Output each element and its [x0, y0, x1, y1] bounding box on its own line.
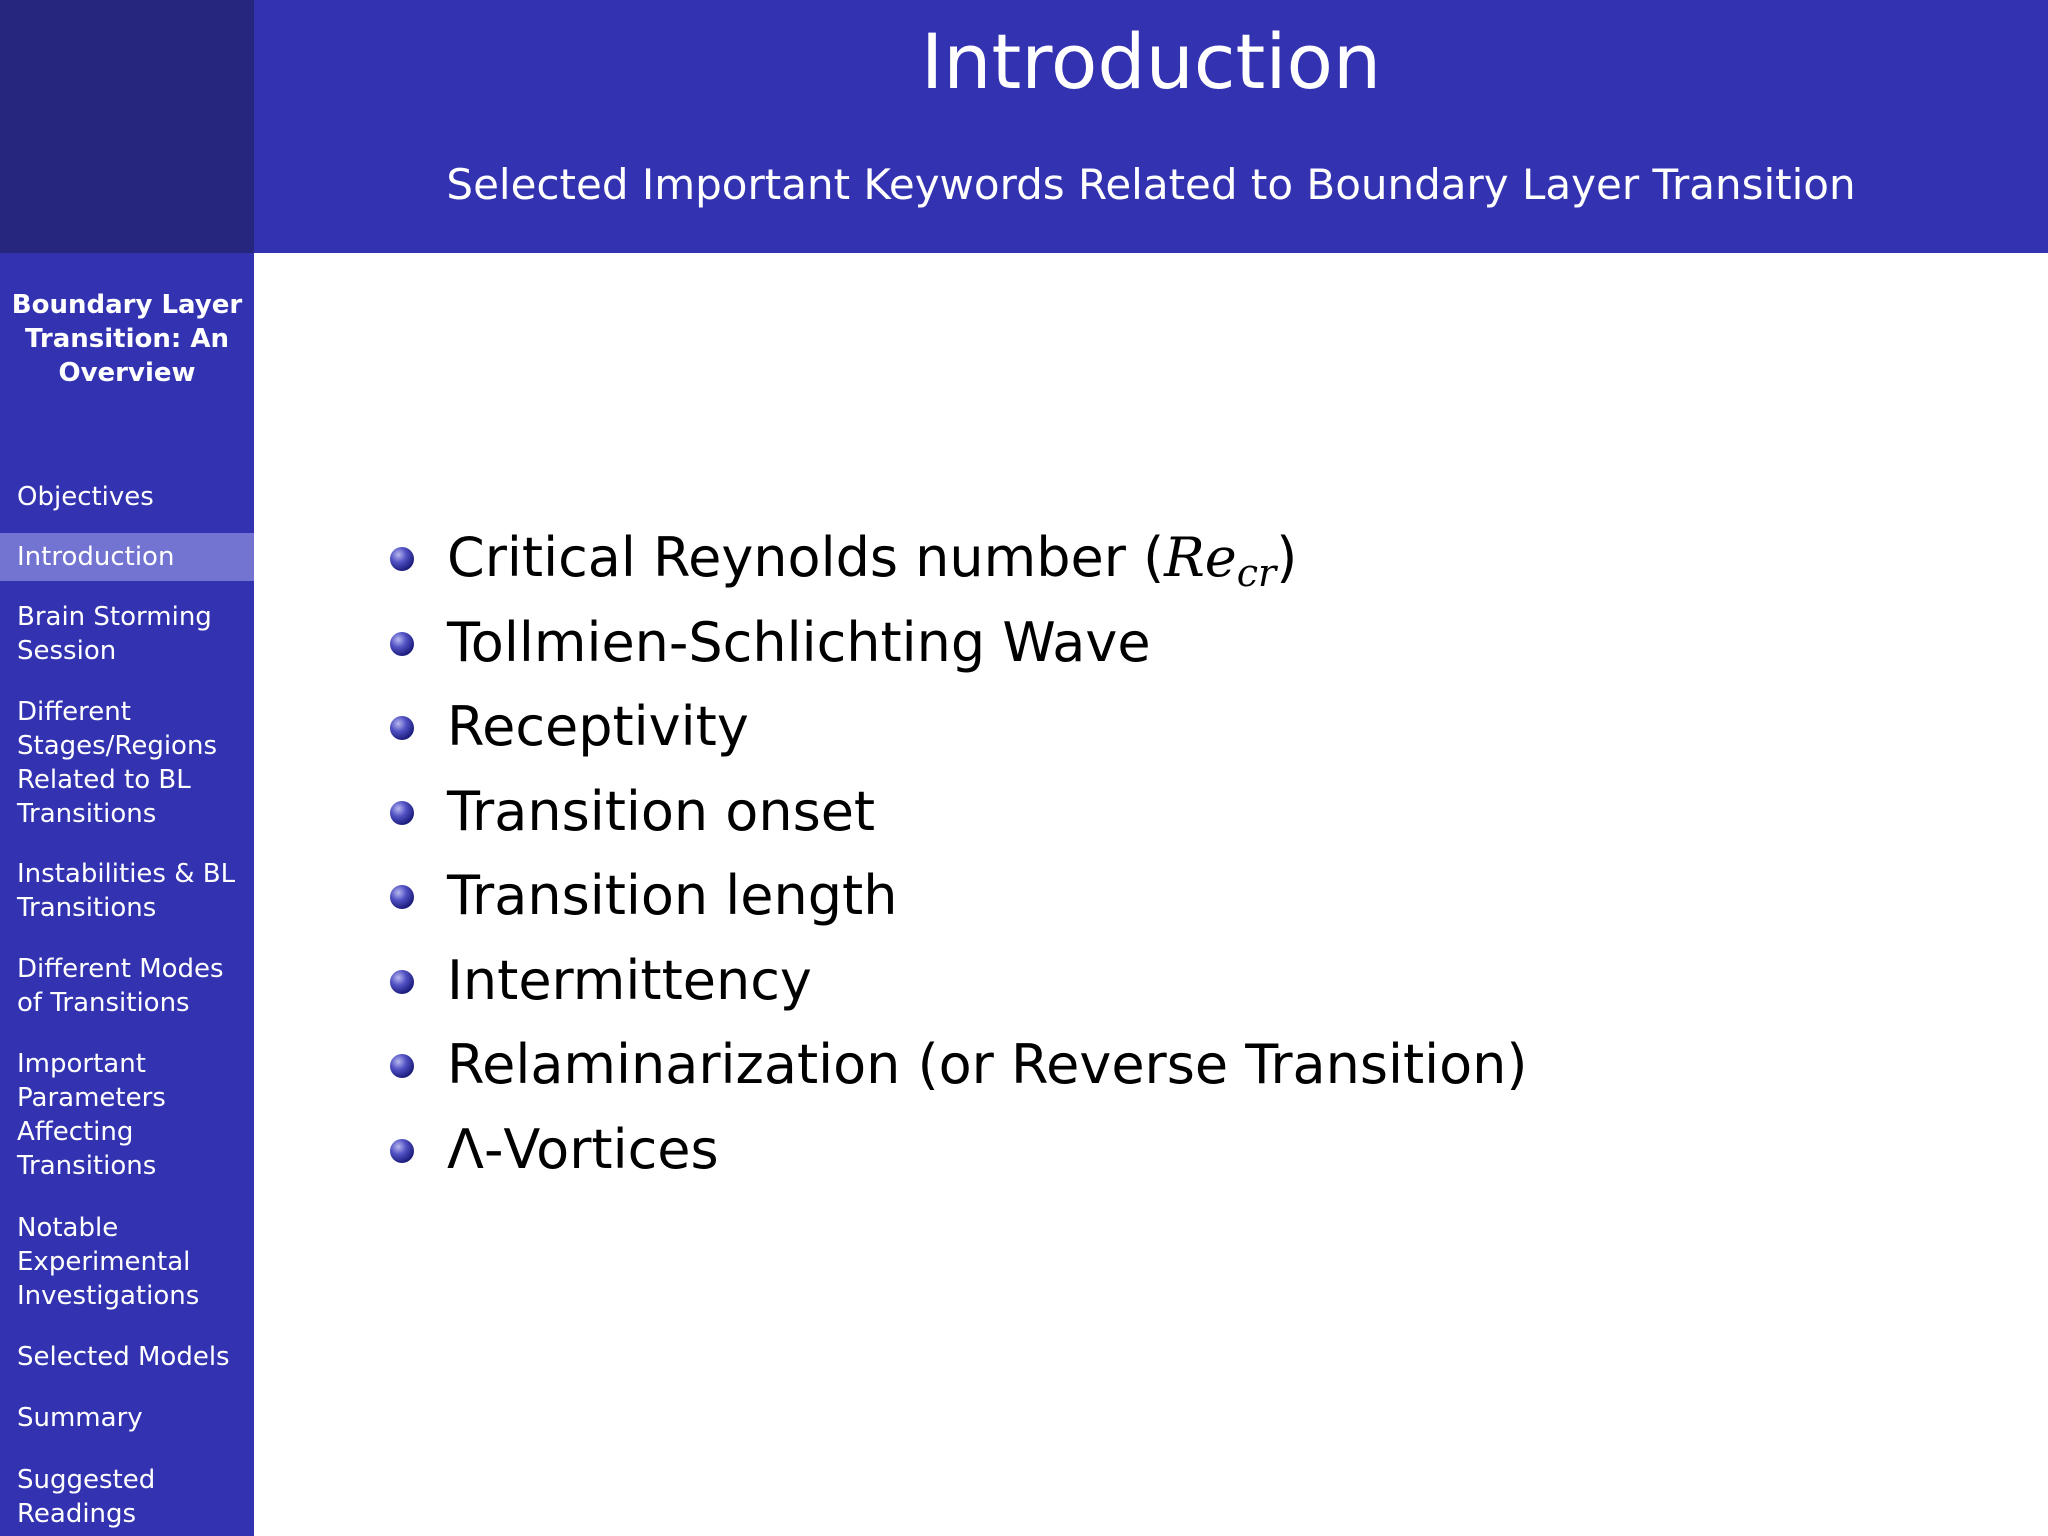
math-symbol: Re [1164, 526, 1237, 589]
math-subscript: cr [1236, 551, 1277, 595]
bullet-ball-icon [390, 970, 414, 994]
list-item-text: Λ-Vortices [447, 1117, 719, 1181]
nav-item-important-parameters[interactable]: Important Parameters Affecting Transitions [17, 1049, 166, 1181]
frame-title: Introduction [920, 17, 1382, 106]
section-navigation [0, 0, 254, 1536]
presentation-title: Boundary Layer Transition: An Overview [11, 290, 243, 388]
list-item-text: Transition onset [447, 779, 876, 843]
bullet-ball-icon [390, 1139, 414, 1163]
nav-item-selected-models[interactable]: Selected Models [17, 1342, 230, 1372]
bullet-ball-icon [390, 547, 414, 571]
list-item [390, 1023, 1527, 1108]
list-item [390, 939, 1527, 1024]
nav-item-objectives[interactable]: Objectives [17, 482, 154, 512]
nav-item-introduction[interactable]: Introduction [0, 533, 254, 581]
list-item [390, 770, 1527, 855]
list-item-text: Intermittency [447, 948, 812, 1012]
frame-header [254, 0, 2048, 253]
bullet-ball-icon [390, 716, 414, 740]
list-item [390, 601, 1527, 686]
nav-item-different-stages-regions[interactable]: Different Stages/Regions Related to BL Transitions [17, 697, 217, 829]
bullet-ball-icon [390, 885, 414, 909]
nav-item-notable-experimental-investigations[interactable]: Notable Experimental Investigations [17, 1213, 200, 1311]
nav-item-suggested-readings[interactable]: Suggested Readings [17, 1465, 156, 1529]
list-item [390, 1108, 1527, 1193]
list-item-text: Relaminarization (or Reverse Transition) [447, 1033, 1528, 1096]
list-item [390, 854, 1527, 939]
list-item-text: Critical Reynolds number ( [447, 526, 1165, 589]
list-item-text: Transition length [447, 864, 898, 927]
nav-item-instabilities-bl-transitions[interactable]: Instabilities & BL Transitions [17, 859, 236, 923]
bullet-ball-icon [390, 1054, 414, 1078]
bullet-ball-icon [390, 632, 414, 656]
list-item [390, 685, 1527, 770]
keyword-list [390, 516, 1527, 1192]
bullet-ball-icon [390, 801, 414, 825]
nav-item-brain-storming-session[interactable]: Brain Storming Session [17, 602, 212, 666]
nav-item-summary[interactable]: Summary [17, 1403, 143, 1433]
sidebar [0, 0, 254, 1536]
list-item-text-end: ) [1276, 526, 1298, 589]
list-item-text: Receptivity [447, 695, 749, 758]
list-item-text: Tollmien-Schlichting Wave [447, 610, 1151, 674]
list-item [390, 516, 1527, 601]
frame-subtitle: Selected Important Keywords Related to Boundary Layer Transition [446, 160, 1856, 209]
nav-item-different-modes-of-transitions[interactable]: Different Modes of Transitions [17, 954, 224, 1018]
